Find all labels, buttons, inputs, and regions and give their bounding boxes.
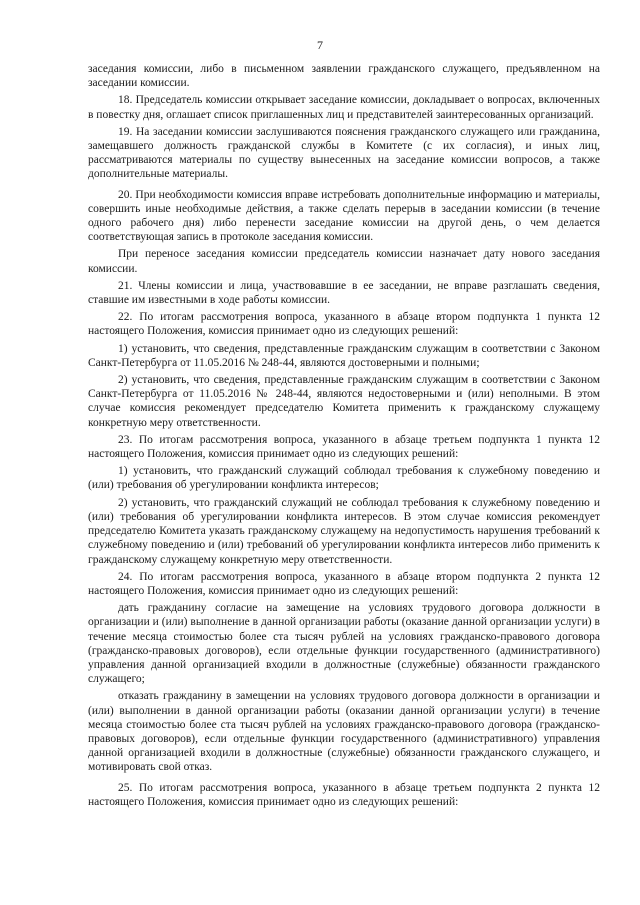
paragraph-18: 18. Председатель комиссии открывает заседание комиссии, докладывает о вопросах, включенных в повестку дня, оглашает список приглашенных лиц и представителей заинтересованных организаций. (88, 94, 600, 121)
paragraph-20-reschedule: При переносе заседания комиссии председатель комиссии назначает дату нового заседания комиссии. (88, 248, 600, 275)
paragraph-22-item-1: 1) установить, что сведения, представленные гражданским служащим в соответствии с Законом Санкт-Петербурга от 11.05.2016 № 248-44, являются достоверными и полными; (88, 342, 600, 369)
paragraph-19: 19. На заседании комиссии заслушиваются пояснения гражданского служащего или гражданина, замещавшего должность гражданской службы в Комитете (с их согласия), и иных лиц, рассматриваются материалы по существу вынесенных на заседание комиссии вопросов, а также дополнительные материалы. (88, 125, 600, 181)
paragraph-23-item-1: 1) установить, что гражданский служащий соблюдал требования к служебному поведению и (или) требования об урегулировании конфликта интересов; (88, 465, 600, 492)
paragraph-22-item-2: 2) установить, что сведения, представленные гражданским служащим в соответствии с Законом Санкт-Петербурга от 11.05.2016 № 248-44, являются недостоверными и (или) неполными. В этом случае комиссия рекомендует председателю Комитета применить к гражданскому служащему конкретную меру ответственности. (88, 374, 600, 429)
paragraph-24: 24. По итогам рассмотрения вопроса, указанного в абзаце втором подпункта 2 пункта 12 настоящего Положения, комиссия принимает одно из следующих решений: (88, 570, 600, 597)
document-body (88, 62, 600, 812)
paragraph-23: 23. По итогам рассмотрения вопроса, указанного в абзаце третьем подпункта 1 пункта 12 настоящего Положения, комиссия принимает одно из следующих решений: (88, 433, 600, 461)
paragraph-23-item-2: 2) установить, что гражданский служащий не соблюдал требования к служебному поведению и (или) требования об урегулировании конфликта интересов. В этом случае комиссия рекомендует председателю Комитета указать гражданскому служащему на недопустимость нарушения требований к служебному поведению и (или) требований об урегулировании конфликта интересов либо применить к гражданскому служащему конкретную меру ответственности. (88, 496, 600, 566)
paragraph-22: 22. По итогам рассмотрения вопроса, указанного в абзаце втором подпункта 1 пункта 12 настоящего Положения, комиссия принимает одно из следующих решений: (88, 311, 600, 338)
paragraph-24-option-consent: дать гражданину согласие на замещение на условиях трудового договора должности в организации и (или) выполнение в данной организации работы (оказание данной организации услуги) в течение месяца стоимостью более ста тысяч рублей на условиях гражданско-правового договора (гражданско-правовых договоров), если отдельные функции государственного (административного) управления данной организацией входили в должностные (служебные) обязанности гражданского служащего; (88, 602, 600, 686)
paragraph-continuation: заседания комиссии, либо в письменном заявлении гражданского служащего, предъявленном на заседании комиссии. (88, 63, 600, 90)
paragraph-21: 21. Члены комиссии и лица, участвовавшие в ее заседании, не вправе разглашать сведения, ставшие им известными в ходе работы комиссии. (88, 279, 600, 307)
paragraph-25: 25. По итогам рассмотрения вопроса, указанного в абзаце третьем подпункта 2 пункта 12 настоящего Положения, комиссия принимает одно из следующих решений: (88, 781, 600, 808)
paragraph-20: 20. При необходимости комиссия вправе истребовать дополнительные информацию и материалы, совершить иные необходимые действия, а также сделать перерыв в заседании комиссии (в течение одного рабочего дня) либо перенести заседание комиссии на другой день, о чем делается соответствующая запись в протоколе заседания комиссии. (88, 188, 600, 244)
paragraph-24-option-refuse: отказать гражданину в замещении на условиях трудового договора должности в организации и (или) выполнении в данной организации работы (оказании данной организации услуги) в течение месяца стоимостью более ста тысяч рублей на условиях гражданско-правового договора (гражданско-правовых договоров), если отдельные функции государственного (административного) управления данной организацией входили в должностные (служебные) обязанности гражданского служащего, и мотивировать свой отказ. (88, 690, 600, 774)
page-number: 7 (317, 38, 323, 52)
